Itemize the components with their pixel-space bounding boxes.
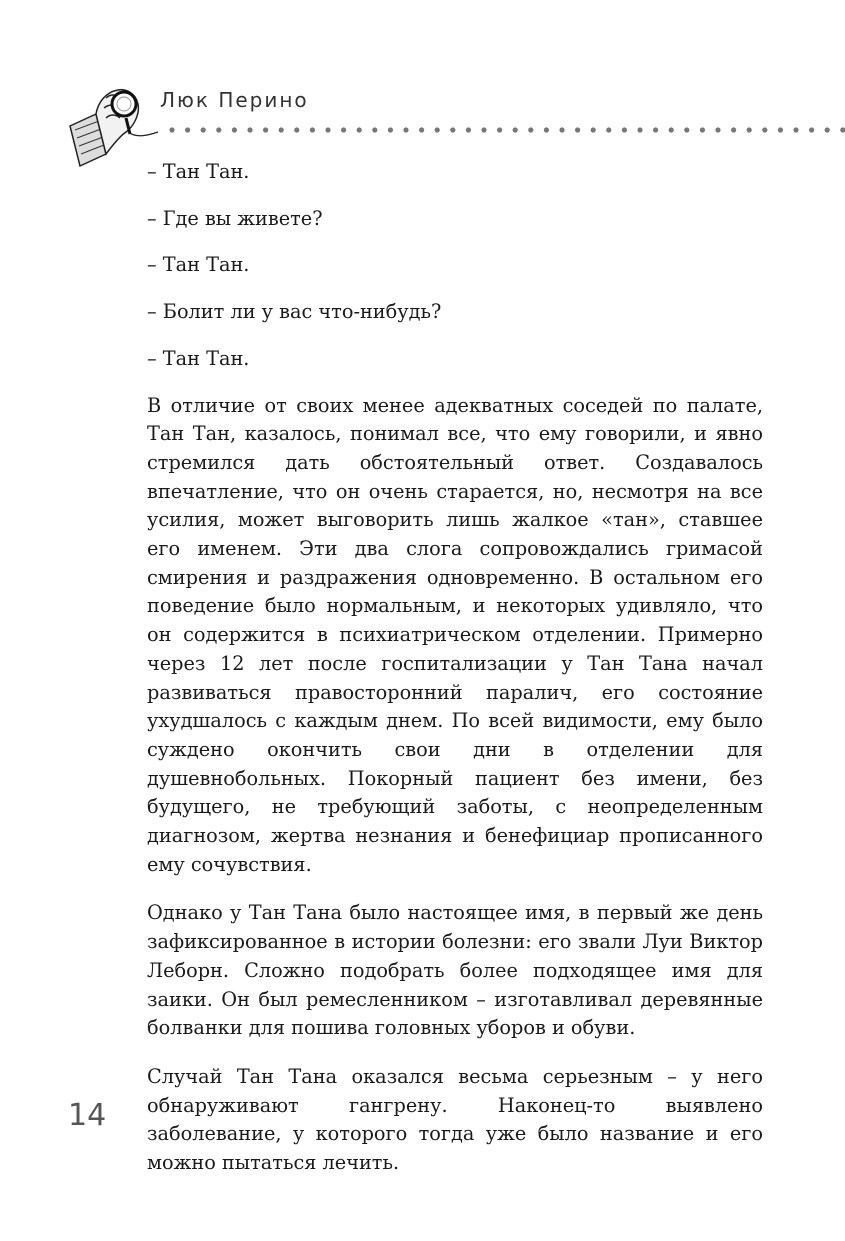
divider-dot xyxy=(731,127,736,132)
divider-dot xyxy=(247,127,252,132)
divider-dot xyxy=(747,127,752,132)
divider-dot xyxy=(544,127,549,132)
divider-dot xyxy=(419,127,424,132)
body-paragraph: Однако у Тан Тана было настоящее имя, в первый же день зафиксированное в истории болезни: его звали Луи Виктор Леборн. Сложно подобрать более подходящее имя для заики. Он был ремесленником – изготавливал деревянные болванки для пошива головных уборов и обуви. xyxy=(147,901,763,1040)
dialogue-line: – Тан Тан. xyxy=(147,253,250,277)
divider-dot xyxy=(793,127,798,132)
divider-dot xyxy=(762,127,767,132)
divider-dot xyxy=(341,127,346,132)
divider-dot xyxy=(653,127,658,132)
dialogue-line: – Болит ли у вас что-нибудь? xyxy=(147,300,442,324)
page-number: 14 xyxy=(68,1098,107,1133)
divider-dot xyxy=(497,127,502,132)
divider-dot xyxy=(559,127,564,132)
divider-dot xyxy=(357,127,362,132)
divider-dot xyxy=(403,127,408,132)
dialogue-line: – Тан Тан. xyxy=(147,160,250,183)
divider-dot xyxy=(481,127,486,132)
divider-dot xyxy=(684,127,689,132)
divider-dot xyxy=(840,127,845,132)
divider-dot xyxy=(715,127,720,132)
divider-dot xyxy=(825,127,830,132)
divider-dot xyxy=(388,127,393,132)
divider-dot xyxy=(216,127,221,132)
divider-dot xyxy=(809,127,814,132)
divider-dot xyxy=(201,127,206,132)
divider-dot xyxy=(466,127,471,132)
dialogue-line: – Тан Тан. xyxy=(147,346,250,370)
divider-dot xyxy=(778,127,783,132)
running-header-author: Люк Перино xyxy=(160,88,309,112)
body-paragraph: Случай Тан Тана оказался весьма серьезным – у него обнаруживают гангрену. Наконец-то выявлено заболевание, у которого тогда уже было название и его можно пытаться лечить. xyxy=(147,1064,763,1175)
divider-dot xyxy=(700,127,705,132)
dotted-divider xyxy=(168,124,845,136)
divider-dot xyxy=(669,127,674,132)
dialogue-line: – Где вы живете? xyxy=(147,206,323,230)
divider-dot xyxy=(169,127,174,132)
divider-dot xyxy=(606,127,611,132)
page-content xyxy=(147,158,763,1198)
divider-dot xyxy=(232,127,237,132)
divider-dot xyxy=(513,127,518,132)
divider-dot xyxy=(325,127,330,132)
divider-dot xyxy=(575,127,580,132)
divider-dot xyxy=(622,127,627,132)
divider-dot xyxy=(294,127,299,132)
divider-dot xyxy=(435,127,440,132)
divider-dot xyxy=(591,127,596,132)
divider-dot xyxy=(637,127,642,132)
body-paragraph: В отличие от своих менее адекватных соседей по палате, Тан Тан, казалось, понимал все, что ему говорили, и явно стремился дать обстоятельный ответ. Создавалось впечатление, что он очень старается, но, несмотря на все усилия, может выговорить лишь жалкое «тан», ставшее его именем. Эти два слога сопровождались гримасой смирения и раздражения одновременно. В остальном его поведение было нормальным, и некоторых удивляло, что он содержится в психиатрическом отделении. Примерно через 12 лет после госпитализации у Тан Тана начал развиваться правосторонний паралич, его состояние ухудшалось с каждым днем. По всей видимости, ему было суждено окончить свои дни в отделении для душевнобольных. Покорный пациент без имени, без будущего, не требующий заботы, с неопределенным диагнозом, жертва незнания и бенефициар прописанного ему сочувствия. xyxy=(147,393,763,876)
divider-dot xyxy=(310,127,315,132)
divider-dot xyxy=(528,127,533,132)
divider-dot xyxy=(279,127,284,132)
divider-dot xyxy=(372,127,377,132)
divider-dot xyxy=(450,127,455,132)
divider-dot xyxy=(185,127,190,132)
divider-dot xyxy=(263,127,268,132)
